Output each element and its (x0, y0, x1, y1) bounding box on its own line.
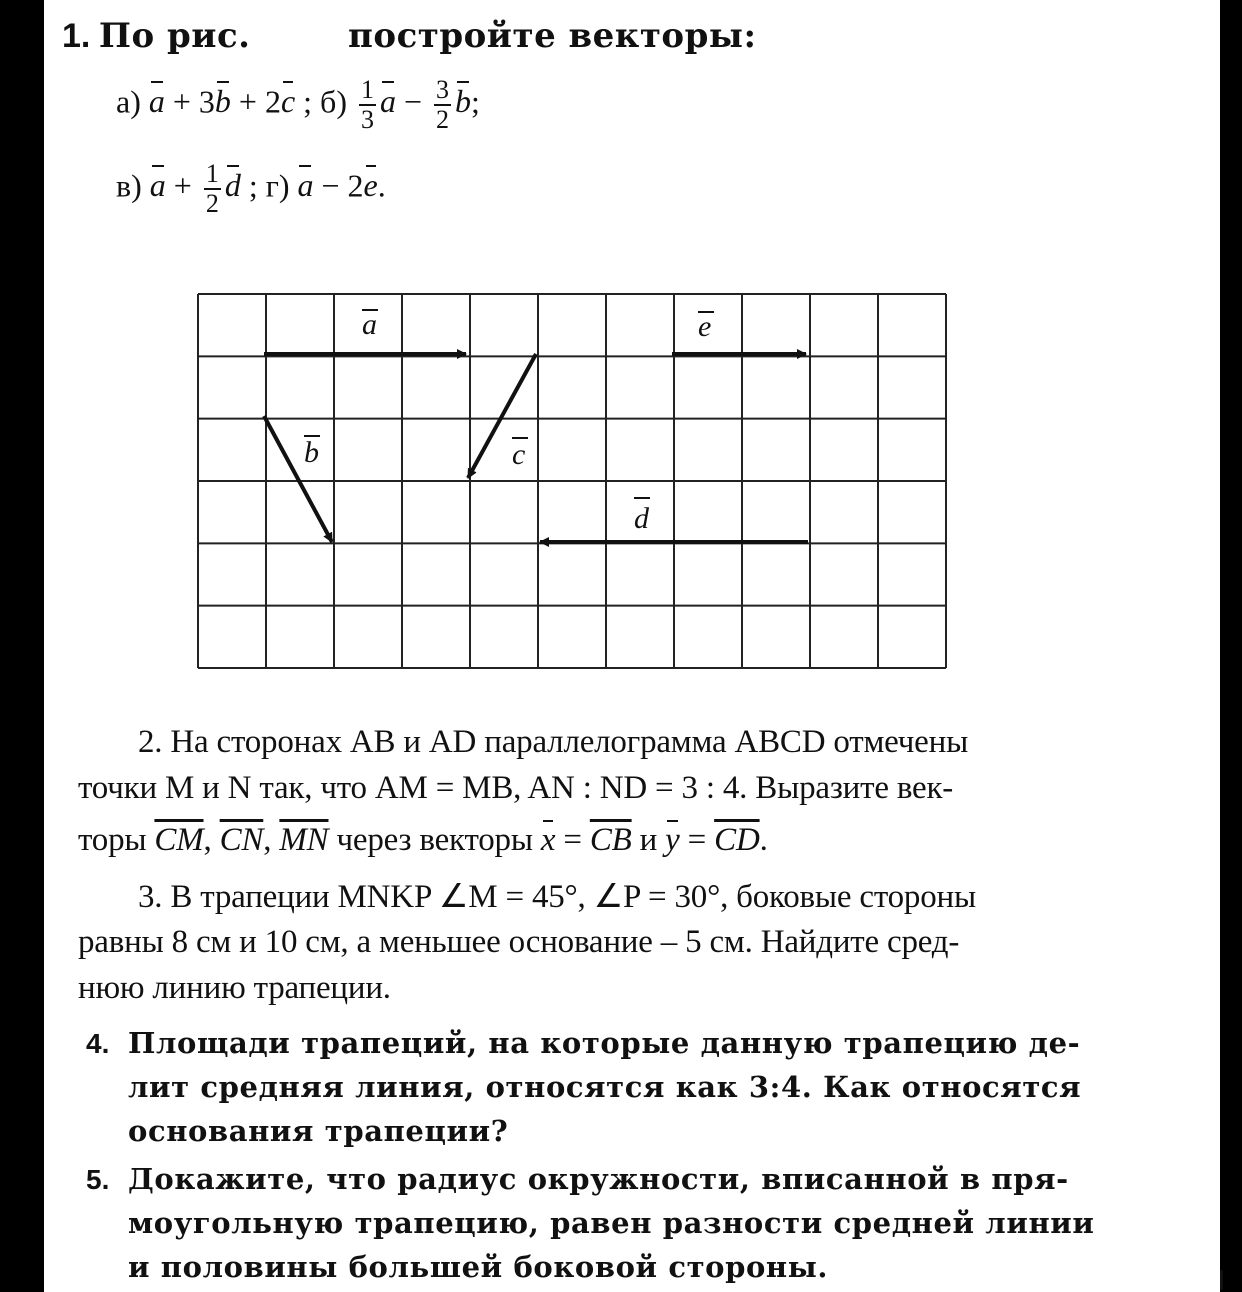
task1-number: 1. (62, 17, 91, 55)
vector-x: x (540, 822, 556, 858)
frac-num: 3 (436, 75, 450, 104)
task3-line1: 3. В трапеции MNKP ∠M = 45°, ∠P = 30°, боковые стороны (138, 879, 976, 915)
task1-line-cd (116, 160, 386, 218)
vector-c-arrow (468, 354, 536, 478)
comma: , (263, 822, 280, 858)
frac-den: 2 (436, 105, 450, 134)
semicolon: ; (471, 83, 480, 120)
task5-line3: и половины большей боковой стороны. (128, 1250, 829, 1284)
task5-line2: моугольную трапецию, равен разности средней линии (128, 1206, 1095, 1240)
item-d-label: ; г) (248, 167, 290, 204)
equals: = (555, 822, 590, 858)
frac-num: 1 (205, 159, 219, 188)
fraction-1-3 (359, 76, 376, 134)
task4-number: 4. (86, 1028, 110, 1059)
task2-line3 (78, 822, 768, 859)
label-c: c (512, 438, 526, 471)
text-cursor (1220, 1270, 1223, 1290)
minus-sign: − (403, 83, 423, 120)
task4-line3: основания трапеции? (128, 1114, 509, 1148)
vector-a-symbol: a (148, 83, 165, 120)
task3-line3: нюю линию трапеции. (78, 970, 391, 1006)
task4-line2: лит средняя линия, относятся как 3:4. Как относятся (128, 1070, 1082, 1104)
vector-cn: $\overline{CN}$ (219, 822, 264, 858)
vector-b-symbol: b (214, 83, 231, 120)
item-c-label: в) (116, 167, 142, 204)
vector-mn: $\overline{MN}$ (279, 822, 329, 858)
page-sheet (44, 0, 1220, 1292)
vector-e-symbol: e (363, 167, 378, 204)
task4-line1: Площади трапеций, на которые данную трапецию де- (128, 1026, 1081, 1060)
task2-line1: 2. На сторонах AB и AD параллелограмма ABCD отмечены (138, 724, 969, 760)
task5-number: 5. (86, 1164, 110, 1195)
comma: , (203, 822, 220, 858)
expr-plus-2: + 2 (238, 83, 281, 120)
task2-line2: точки M и N так, что AM = MB, AN : ND = 3 : 4. Выразите век- (78, 770, 954, 806)
fraction-3-2 (434, 76, 451, 134)
equals: = (679, 822, 715, 858)
vector-a-symbol: a (297, 167, 314, 204)
plus-sign: + (173, 167, 192, 204)
vector-b-arrow (264, 416, 332, 542)
vector-b-symbol: b (455, 83, 472, 120)
task1-instruction: постройте векторы: (348, 16, 757, 56)
fraction-1-2 (204, 160, 221, 218)
label-a: a (362, 308, 377, 341)
expr-plus-3: + 3 (172, 83, 215, 120)
task1-lead: По рис. (98, 16, 251, 56)
task5-line1: Докажите, что радиус окружности, вписанной в пря- (128, 1162, 1069, 1196)
vector-cd: $\overline{CD}$ (714, 822, 760, 858)
label-e: e (698, 310, 712, 343)
period: . (377, 167, 386, 204)
label-d: d (634, 502, 649, 535)
vector-cb: $\overline{CB}$ (589, 822, 632, 858)
frac-den: 3 (360, 105, 374, 134)
grid-lines (198, 294, 946, 668)
task3-line2: равны 8 см и 10 см, а меньшее основание – 5 см. Найдите сред- (78, 924, 960, 960)
item-a-label: а) (116, 83, 141, 120)
vector-a-symbol: a (149, 167, 166, 204)
vector-y: y (665, 822, 680, 858)
period: . (759, 822, 768, 858)
item-b-label: ; б) (303, 83, 347, 120)
vector-a-symbol: a (379, 83, 396, 120)
text: торы (78, 822, 155, 858)
text: и (631, 822, 666, 858)
vector-c-symbol: c (280, 83, 296, 120)
label-b: b (304, 436, 319, 469)
text: через векторы (328, 822, 541, 858)
vector-grid-figure (196, 292, 948, 670)
expr-minus-2: − 2 (321, 167, 364, 204)
task1-line-ab (116, 76, 480, 134)
vector-d-symbol: d (224, 167, 241, 204)
frac-den: 2 (205, 189, 219, 218)
frac-num: 1 (360, 75, 374, 104)
vector-cm: $\overline{CM}$ (154, 822, 204, 858)
task1-header (62, 16, 251, 56)
